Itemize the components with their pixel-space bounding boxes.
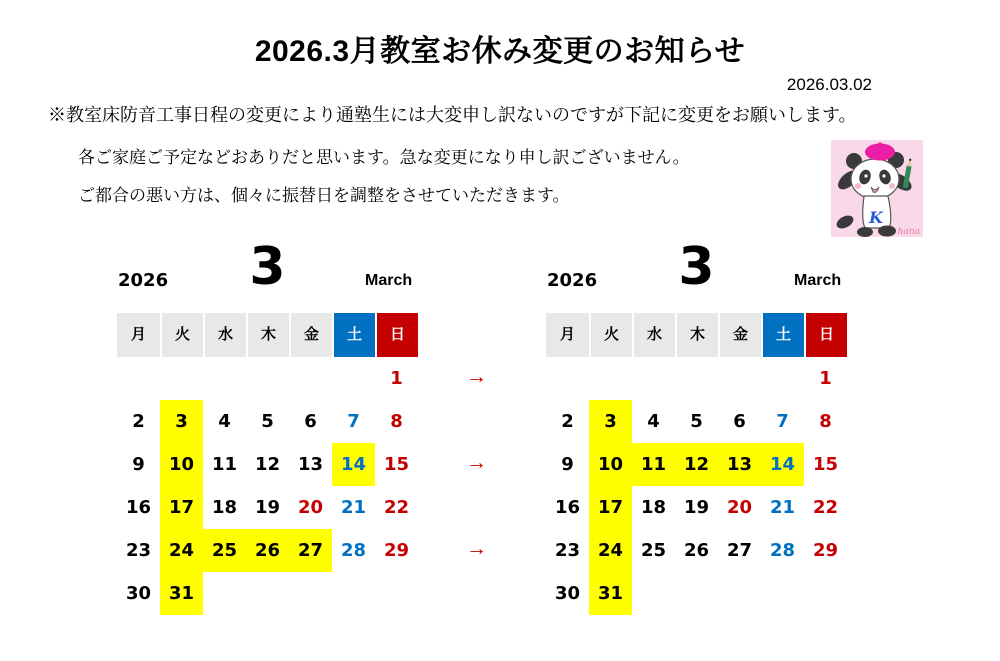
day-header-6: 土 [761, 313, 804, 357]
day-cell-13: 13 [297, 454, 324, 475]
mascot-signature: hana [897, 227, 920, 237]
day-cell-empty [117, 357, 160, 400]
day-cell-empty [203, 572, 246, 615]
day-cell-22: 22 [383, 497, 410, 518]
day-header-6: 土 [332, 313, 375, 357]
day-cell-empty [804, 572, 847, 615]
day-cell-17: 17 [160, 486, 203, 529]
day-cell-15: 15 [383, 454, 410, 475]
change-arrow-icon: → [466, 365, 487, 388]
day-cell-16: 16 [554, 497, 581, 518]
day-cell-empty [632, 357, 675, 400]
calendar-week-row [546, 357, 847, 400]
day-cell-14: 14 [761, 443, 804, 486]
day-cell-3: 3 [589, 400, 632, 443]
day-cell-1: 1 [390, 368, 403, 389]
day-header-4: 木 [246, 313, 289, 357]
calendar-week-row [546, 400, 847, 443]
day-cell-22: 22 [812, 497, 839, 518]
day-cell-8: 8 [390, 411, 403, 432]
day-cell-14: 14 [332, 443, 375, 486]
day-cell-25: 25 [203, 529, 246, 572]
calendar-month-name: March [365, 272, 413, 289]
day-cell-25: 25 [640, 540, 667, 561]
day-cell-19: 19 [683, 497, 710, 518]
change-arrow-icon: → [466, 537, 487, 560]
day-header-2: 火 [160, 313, 203, 357]
day-cell-empty [289, 572, 332, 615]
day-cell-24: 24 [160, 529, 203, 572]
day-cell-17: 17 [589, 486, 632, 529]
day-cell-9: 9 [561, 454, 574, 475]
calendar-month-number: 3 [678, 237, 715, 297]
day-cell-27: 27 [289, 529, 332, 572]
day-header-7: 日 [375, 313, 418, 357]
day-cell-20: 20 [726, 497, 753, 518]
day-cell-empty [246, 572, 289, 615]
day-cell-4: 4 [218, 411, 231, 432]
day-cell-10: 10 [160, 443, 203, 486]
notice-line-1: ※教室床防音工事日程の変更により通塾生には大変申し訳ないのですが下記に変更をお願いします。 [48, 105, 857, 125]
day-header-5: 金 [718, 313, 761, 357]
day-cell-27: 27 [726, 540, 753, 561]
calendar-before-change [117, 237, 418, 616]
day-cell-2: 2 [561, 411, 574, 432]
day-cell-23: 23 [125, 540, 152, 561]
day-cell-18: 18 [211, 497, 238, 518]
day-cell-21: 21 [340, 497, 367, 518]
calendar-week-row [546, 443, 847, 486]
day-cell-9: 9 [132, 454, 145, 475]
day-cell-8: 8 [819, 411, 832, 432]
day-header-7: 日 [804, 313, 847, 357]
day-cell-empty [332, 357, 375, 400]
day-cell-18: 18 [640, 497, 667, 518]
calendar-year: 2026 [547, 270, 598, 291]
day-cell-4: 4 [647, 411, 660, 432]
page-title: 2026.3月教室お休み変更のお知らせ [254, 35, 746, 68]
day-cell-empty [718, 572, 761, 615]
day-cell-7: 7 [776, 411, 789, 432]
day-cell-empty [332, 572, 375, 615]
day-cell-10: 10 [589, 443, 632, 486]
day-cell-29: 29 [812, 540, 839, 561]
day-cell-26: 26 [246, 529, 289, 572]
day-cell-empty [675, 572, 718, 615]
calendar-week-row [546, 486, 847, 529]
day-cell-30: 30 [554, 583, 581, 604]
day-cell-5: 5 [261, 411, 274, 432]
day-cell-empty [675, 357, 718, 400]
day-cell-12: 12 [675, 443, 718, 486]
day-header-3: 水 [203, 313, 246, 357]
day-header-1: 月 [117, 313, 160, 357]
day-cell-11: 11 [211, 454, 238, 475]
day-cell-31: 31 [160, 572, 203, 615]
day-header-4: 木 [675, 313, 718, 357]
calendar-week-row [117, 572, 418, 615]
day-cell-5: 5 [690, 411, 703, 432]
day-cell-empty [160, 357, 203, 400]
day-cell-28: 28 [769, 540, 796, 561]
calendar-year: 2026 [118, 270, 169, 291]
notice-line-3: ご都合の悪い方は、個々に振替日を調整をさせていただきます。 [78, 186, 570, 205]
day-header-5: 金 [289, 313, 332, 357]
calendar-date-grid [117, 357, 418, 615]
calendar-day-header-row [546, 313, 847, 357]
day-cell-empty [632, 572, 675, 615]
calendar-week-row [117, 400, 418, 443]
day-cell-6: 6 [304, 411, 317, 432]
day-cell-26: 26 [683, 540, 710, 561]
mascot-letter: K [869, 208, 883, 227]
day-cell-empty [589, 357, 632, 400]
calendar-week-row [117, 486, 418, 529]
day-cell-3: 3 [160, 400, 203, 443]
day-cell-30: 30 [125, 583, 152, 604]
notice-line-2: 各ご家庭ご予定などおありだと思います。急な変更になり申し訳ございません。 [78, 148, 690, 167]
day-cell-29: 29 [383, 540, 410, 561]
mascot-panda-image [831, 140, 923, 237]
day-cell-20: 20 [297, 497, 324, 518]
day-cell-empty [761, 572, 804, 615]
day-header-3: 水 [632, 313, 675, 357]
day-cell-23: 23 [554, 540, 581, 561]
calendar-month-number: 3 [249, 237, 286, 297]
calendar-after-change [546, 237, 847, 616]
day-cell-1: 1 [819, 368, 832, 389]
day-cell-31: 31 [589, 572, 632, 615]
calendar-day-header-row [117, 313, 418, 357]
calendar-week-row [117, 529, 418, 572]
day-header-2: 火 [589, 313, 632, 357]
day-cell-24: 24 [589, 529, 632, 572]
day-cell-empty [546, 357, 589, 400]
day-cell-19: 19 [254, 497, 281, 518]
day-cell-empty [761, 357, 804, 400]
day-cell-empty [375, 572, 418, 615]
calendar-date-grid [546, 357, 847, 615]
calendar-week-row [117, 443, 418, 486]
day-cell-2: 2 [132, 411, 145, 432]
day-header-1: 月 [546, 313, 589, 357]
day-cell-21: 21 [769, 497, 796, 518]
calendar-week-row [117, 357, 418, 400]
notice-date: 2026.03.02 [786, 75, 872, 94]
calendar-week-row [546, 529, 847, 572]
day-cell-16: 16 [125, 497, 152, 518]
panda-illustration [831, 140, 923, 237]
day-cell-empty [246, 357, 289, 400]
day-cell-12: 12 [254, 454, 281, 475]
day-cell-11: 11 [632, 443, 675, 486]
change-arrow-icon: → [466, 451, 487, 474]
calendar-week-row [546, 572, 847, 615]
day-cell-7: 7 [347, 411, 360, 432]
day-cell-empty [718, 357, 761, 400]
day-cell-empty [289, 357, 332, 400]
calendar-month-name: March [794, 272, 842, 289]
day-cell-13: 13 [718, 443, 761, 486]
day-cell-28: 28 [340, 540, 367, 561]
day-cell-15: 15 [812, 454, 839, 475]
day-cell-empty [203, 357, 246, 400]
day-cell-6: 6 [733, 411, 746, 432]
